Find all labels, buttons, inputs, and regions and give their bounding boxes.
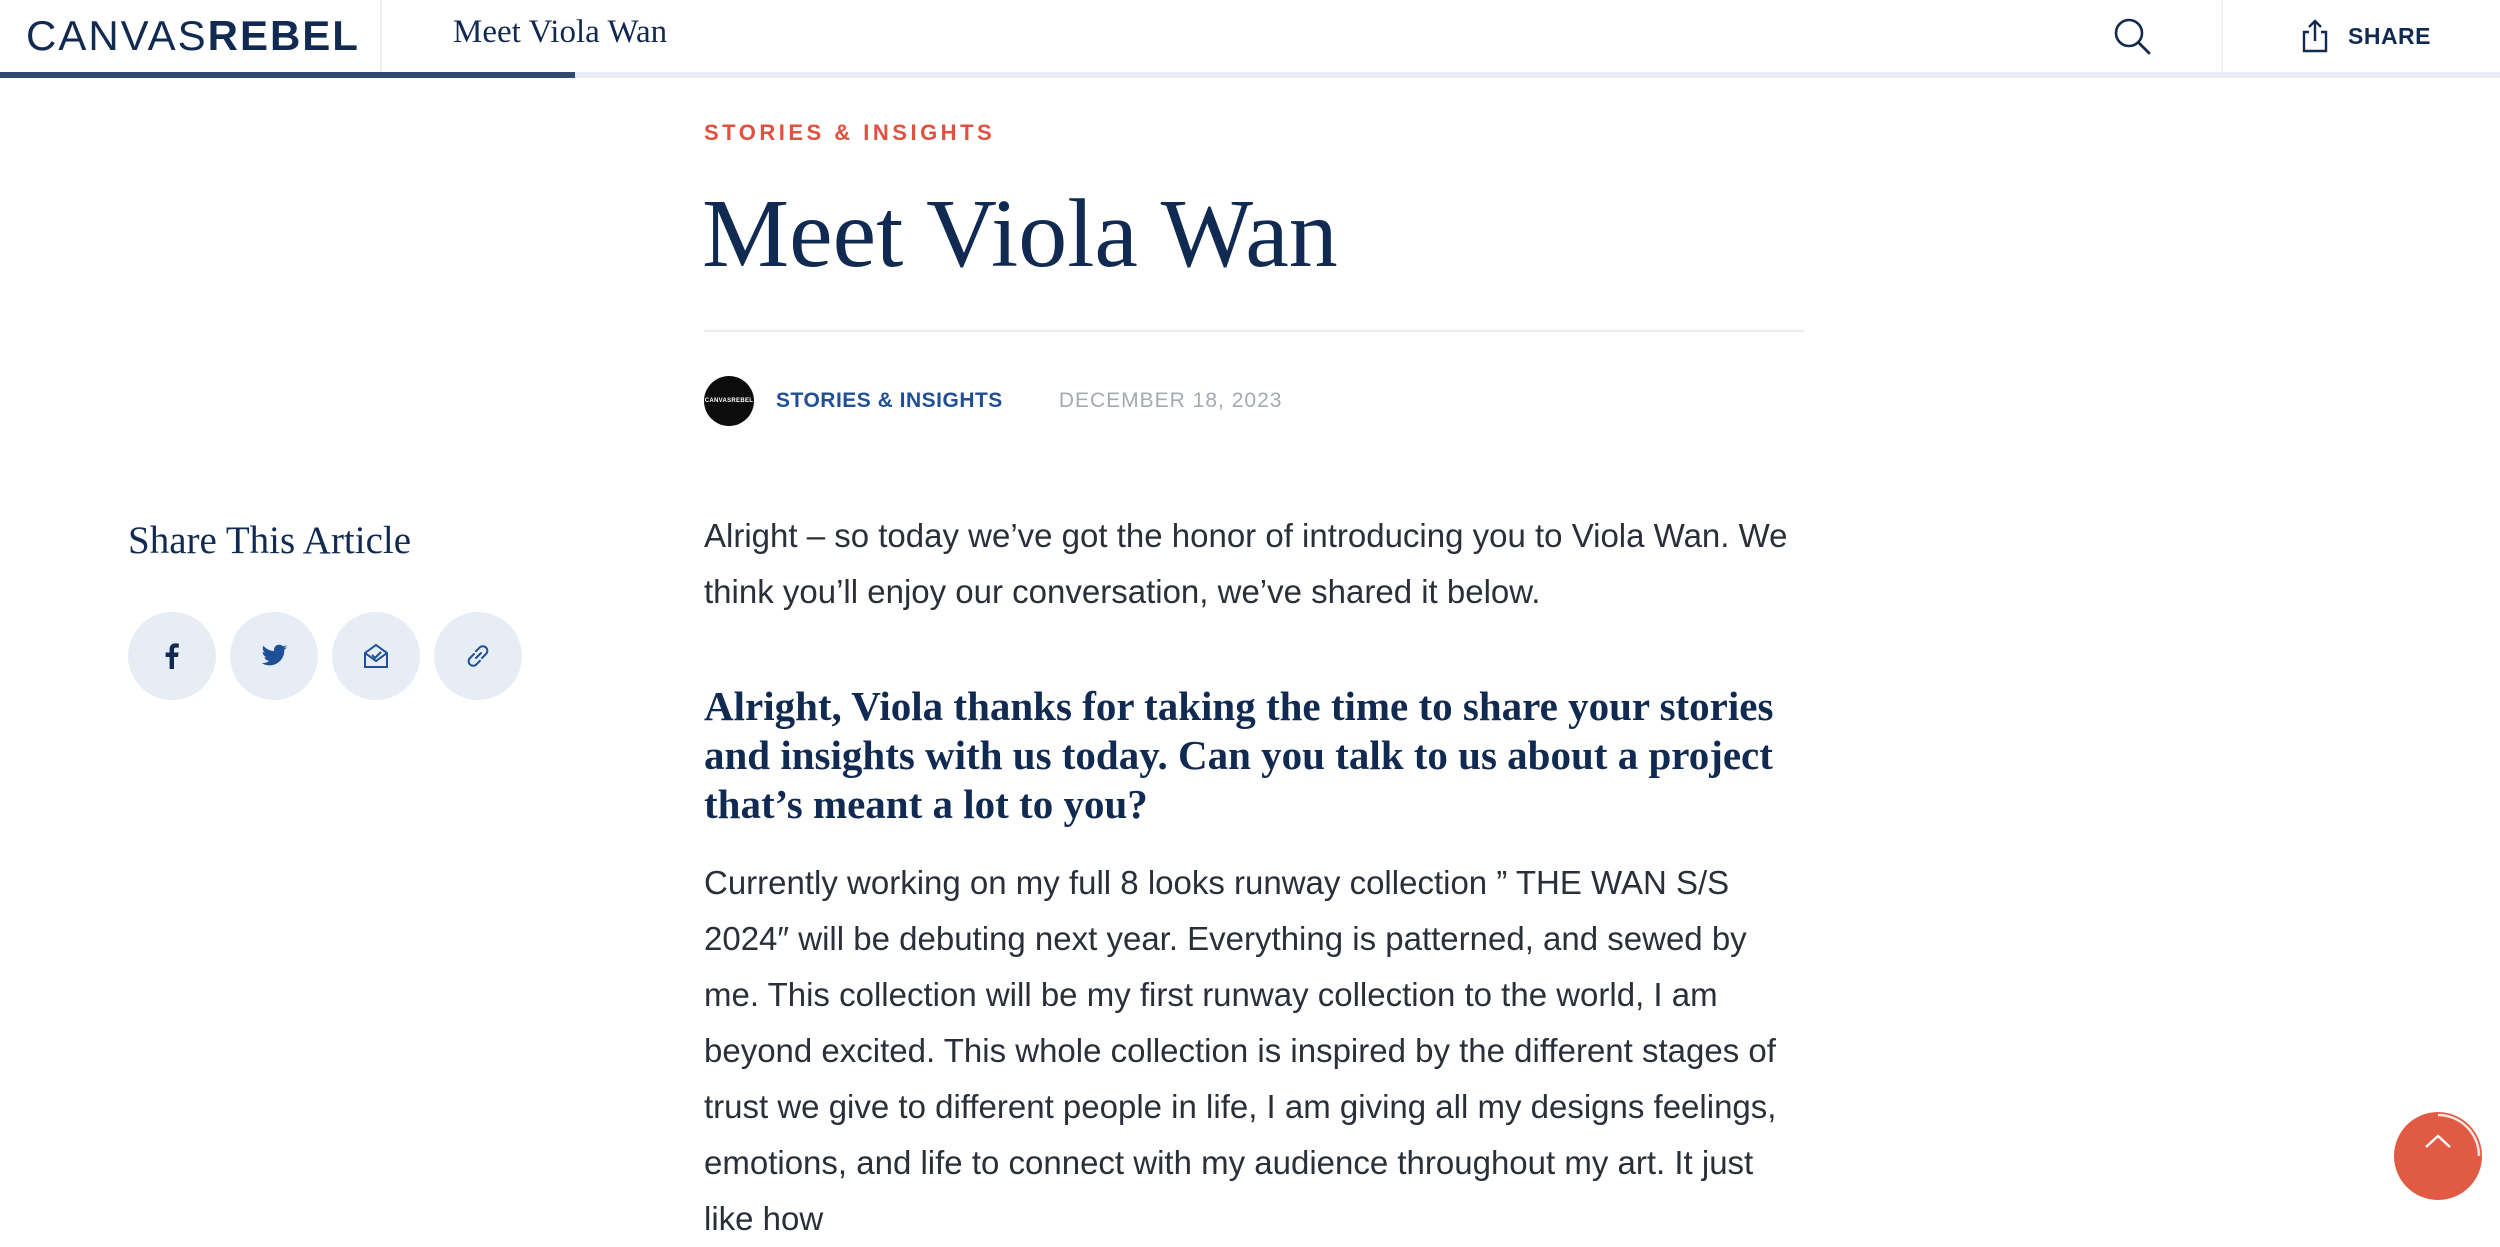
share-icon	[2300, 19, 2330, 53]
divider	[2221, 0, 2223, 72]
interview-answer: Currently working on my full 8 looks runway collection ” THE WAN S/S 2024″ will be debuting next year. Everything is patterned, and sewed by me. This collection will be my first runway collection to the world, I am beyond excited. This whole collection is inspired by the different stages of trust we give to different people in life, I am giving all my designs feelings, emotions, and life to connect with my audience throughout my art. It just like how	[704, 864, 1777, 1237]
reading-progress-bar	[0, 72, 575, 78]
avatar[interactable]: CANVASREBEL	[704, 376, 754, 426]
search-button[interactable]	[2108, 12, 2156, 60]
author-link[interactable]: STORIES & INSIGHTS	[776, 389, 1003, 412]
share-section-title: Share This Article	[128, 519, 412, 562]
share-label: SHARE	[2348, 22, 2432, 49]
share-button[interactable]	[2300, 12, 2431, 60]
share-email-button[interactable]	[332, 612, 420, 700]
email-icon	[362, 643, 390, 669]
intro-paragraph: Alright – so today we’ve got the honor of introducing you to Viola Wan. We think you’ll enjoy our conversation, we’ve shared it below.	[704, 517, 1788, 610]
top-bar	[0, 0, 2500, 78]
search-icon	[2112, 16, 2152, 56]
byline	[704, 376, 1282, 426]
logo-part-2: REBEL	[207, 12, 360, 59]
logo-part-1: CANVAS	[26, 12, 208, 59]
twitter-icon	[260, 644, 288, 668]
link-icon	[463, 641, 493, 671]
interview-question: Alright, Viola thanks for taking the time to share your stories and insights with us today. Can you talk to us about a project that’s meant a lot to you?	[704, 683, 1774, 827]
share-twitter-button[interactable]	[230, 612, 318, 700]
bar-title: Meet Viola Wan	[453, 14, 668, 50]
article-body	[704, 508, 1804, 1247]
category-label[interactable]: STORIES & INSIGHTS	[704, 120, 996, 145]
share-facebook-button[interactable]	[128, 612, 216, 700]
facebook-icon	[160, 642, 184, 670]
site-logo[interactable]	[26, 12, 360, 60]
scroll-progress-ring	[2394, 1112, 2482, 1200]
divider	[380, 0, 382, 72]
article-title: Meet Viola Wan	[702, 180, 1338, 288]
share-buttons	[128, 612, 522, 700]
publish-date: DECEMBER 18, 2023	[1058, 389, 1283, 412]
share-link-button[interactable]	[434, 612, 522, 700]
divider	[704, 330, 1804, 332]
